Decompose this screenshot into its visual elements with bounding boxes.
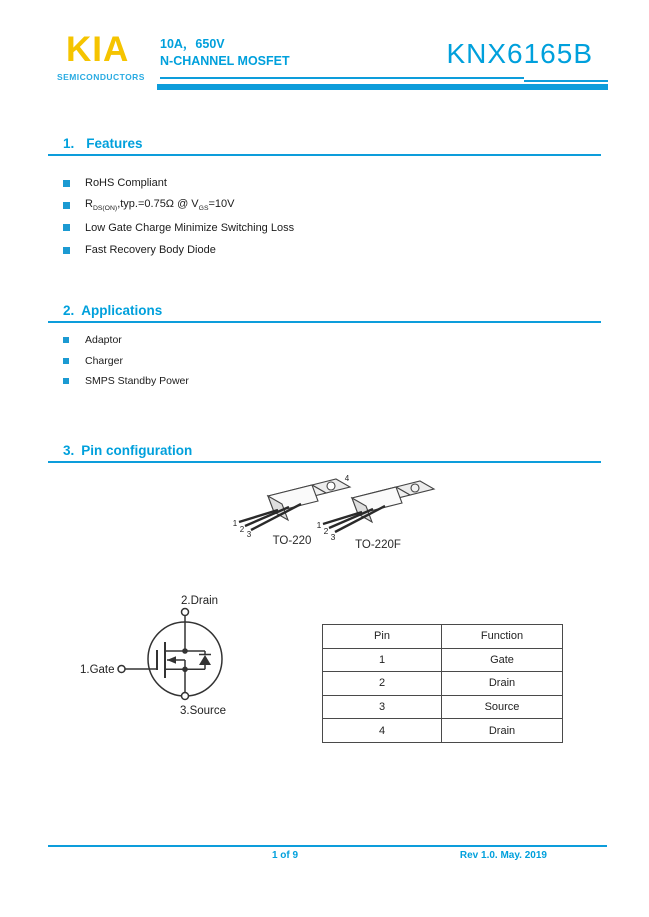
features-list [63,172,294,262]
pin-number-label: 3 [330,532,336,542]
feature-item-text: RoHS Compliant [85,177,167,190]
device-rating: 10A，650V [160,37,225,51]
device-summary [160,36,290,70]
applications-list [63,330,189,391]
package-label: TO-220F [355,539,401,551]
features-heading-title: Features [86,136,143,151]
footer-rule [48,845,607,847]
applications-heading [63,303,162,318]
applications-heading-title: Applications [81,303,163,318]
bullet-square-icon [63,358,69,364]
feature-item [63,172,294,194]
package-label: TO-220 [272,535,312,547]
gate-label: 1.Gate [80,664,115,676]
pin-table-header-row [323,625,563,649]
header-rule-thin-left [160,77,524,79]
pin-number-label: 3 [246,530,252,539]
pin-table-cell: 1 [323,648,442,672]
kia-logo-subtext: SEMICONDUCTORS [57,72,145,82]
pin-number-label: 1 [316,520,322,530]
pin-table-header-cell: Function [442,625,563,649]
pin-table-row [323,695,563,719]
pin-table-header-cell: Pin [323,625,442,649]
application-item [63,371,189,391]
kia-logo [57,32,145,82]
feature-item [63,239,294,261]
pin-function-table [322,624,563,743]
application-item-text: Adaptor [85,334,122,347]
pin-config-underline [48,461,601,463]
applications-underline [48,321,601,323]
mosfet-symbol-diagram [70,588,250,726]
pin-table-row [323,648,563,672]
pin-table-cell: Drain [442,672,563,696]
application-item [63,350,189,370]
page-number: 1 of 9 [271,850,299,861]
features-heading [63,136,143,151]
bullet-square-icon [63,247,70,254]
bullet-square-icon [63,378,69,384]
bullet-square-icon [63,202,70,209]
part-number: KNX6165B [446,38,593,69]
pin-number-label: 2 [239,525,245,534]
tab-pin-label: 4 [344,474,350,483]
pin-table-cell: Source [442,695,563,719]
device-type: N-CHANNEL MOSFET [160,54,290,68]
pin-table-cell: 3 [323,695,442,719]
feature-item-text: $R_{DS(ON)},typ.=0.75\Omega$ @ $V_{GS}=10V$ [85,198,235,213]
revision-text: Rev 1.0. May. 2019 [459,850,547,861]
header-rule-thick [157,84,608,90]
application-item-text: SMPS Standby Power [85,374,189,387]
application-item-text: Charger [85,354,123,367]
feature-item-text: Fast Recovery Body Diode [85,244,216,257]
kia-logo-text: KIA [66,30,130,69]
pin-number-label: 1 [232,519,238,528]
pin-config-heading [63,443,192,458]
pin-table-cell: Drain [442,719,563,743]
bullet-square-icon [63,337,69,343]
pin-table-cell: 2 [323,672,442,696]
pin-config-heading-number: 3. [63,443,75,458]
pin-config-heading-title: Pin configuration [81,443,193,458]
pin-table-cell: Gate [442,648,563,672]
pin-table-cell: 4 [323,719,442,743]
features-heading-number: 1. [63,136,75,151]
source-label: 3.Source [180,705,227,717]
feature-item-text: Low Gate Charge Minimize Switching Loss [85,221,295,234]
applications-heading-number: 2. [63,303,75,318]
pin-table-row [323,719,563,743]
application-item [63,330,189,350]
feature-item [63,217,294,239]
to220f-package-drawing [310,474,440,554]
drain-label: 2.Drain [181,595,219,607]
feature-item [63,194,294,216]
pin-table-row [323,672,563,696]
features-underline [48,154,601,156]
bullet-square-icon [63,224,70,231]
bullet-square-icon [63,180,70,187]
pin-number-label: 2 [323,526,329,536]
header-rule-thin-right [524,80,608,82]
